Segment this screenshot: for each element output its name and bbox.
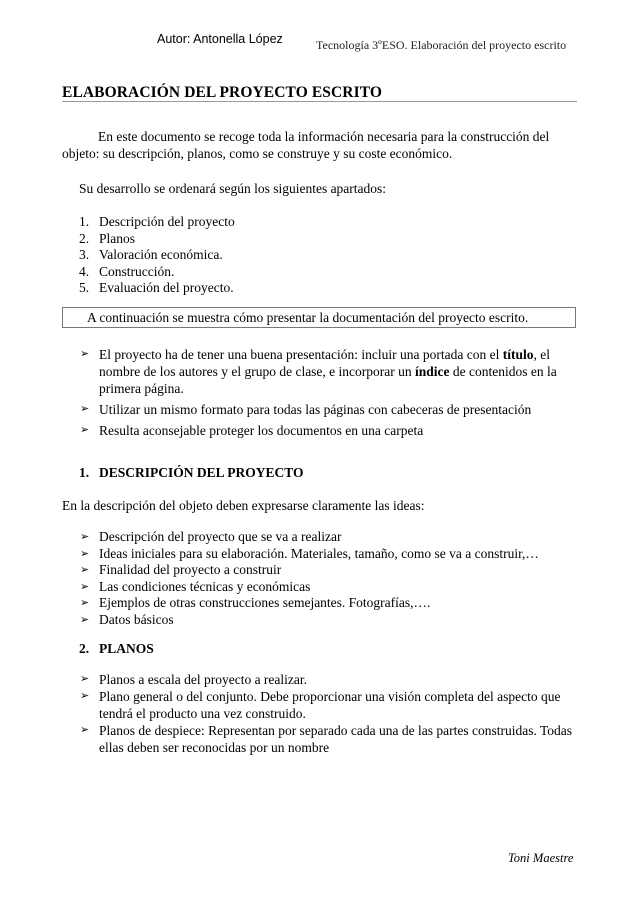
list-item (80, 546, 578, 563)
list-item (79, 247, 235, 264)
list-number: 1. (79, 214, 90, 229)
list-item (80, 422, 578, 439)
list-number: 3. (79, 247, 90, 262)
section-heading-descripcion (79, 465, 304, 481)
title-underline (62, 101, 577, 102)
list-item-text: Construcción. (99, 263, 175, 279)
arrow-bullet-icon: ➢ (80, 613, 90, 626)
list-item-text: Valoración económica. (99, 247, 223, 262)
bullet-text-post: de contenidos en la primera página. (99, 364, 557, 396)
bullet-text: Descripción del proyecto que se va a realizar (99, 529, 342, 544)
arrow-bullet-icon: ➢ (80, 547, 90, 560)
list-item (80, 595, 578, 612)
header-author: Autor: Antonella López (157, 32, 283, 46)
bullet-text: Planos a escala del proyecto a realizar. (99, 672, 308, 687)
list-item-text: Descripción del proyecto (99, 214, 235, 229)
bullet-bold-titulo: título (502, 347, 534, 362)
arrow-bullet-icon: ➢ (80, 348, 90, 360)
arrow-bullet-icon: ➢ (80, 403, 90, 415)
section1-intro: En la descripción del objeto deben expresarse claramente las ideas: (62, 498, 425, 513)
arrow-bullet-icon: ➢ (80, 597, 90, 609)
presentation-bullets (80, 346, 578, 443)
order-paragraph: Su desarrollo se ordenará según los siguientes apartados: (79, 181, 387, 196)
arrow-bullet-icon: ➢ (80, 724, 90, 736)
list-item-text: Planos (99, 230, 136, 246)
list-item (80, 401, 578, 418)
intro-paragraph: En este documento se recoge toda la información necesaria para la construcción del objeto: su descripción, planos, como se construye y su coste económico. (62, 129, 550, 161)
section-title: DESCRIPCIÓN DEL PROYECTO (99, 465, 304, 480)
list-number: 5. (79, 280, 90, 295)
section-heading-planos (79, 641, 154, 657)
document-title: ELABORACIÓN DEL PROYECTO ESCRITO (62, 84, 383, 101)
bullet-text: Datos básicos (99, 611, 174, 627)
planos-bullets (80, 671, 578, 756)
arrow-bullet-icon: ➢ (80, 564, 90, 576)
list-item (80, 529, 578, 546)
sections-list (79, 214, 235, 297)
bullet-text: Ejemplos de otras construcciones semejantes. Fotografías,…. (99, 595, 431, 610)
list-item (80, 562, 578, 579)
arrow-bullet-icon: ➢ (80, 424, 90, 436)
footer-author: Toni Maestre (508, 851, 574, 865)
arrow-bullet-icon: ➢ (80, 580, 90, 593)
bullet-text-pre: El proyecto ha de tener una buena presentación: incluir una portada con el (99, 347, 503, 362)
list-item (80, 346, 578, 397)
header-subject: Tecnología 3ºESO. Elaboración del proyecto escrito (316, 38, 567, 52)
list-item-text: Evaluación del proyecto. (99, 280, 234, 295)
description-bullets (80, 529, 578, 628)
section-title: PLANOS (99, 641, 154, 656)
bullet-bold-indice: índice (415, 364, 450, 379)
bullet-text: Finalidad del proyecto a construir (99, 562, 282, 577)
boxed-note: A continuación se muestra cómo presentar la documentación del proyecto escrito. (62, 307, 576, 328)
list-item (79, 231, 235, 248)
arrow-bullet-icon: ➢ (80, 673, 90, 685)
arrow-bullet-icon: ➢ (80, 690, 90, 702)
section-number: 2. (79, 641, 90, 656)
bullet-text-mid: , el nombre de los autores y el grupo de clase, e incorporar un (99, 347, 550, 379)
list-item (80, 612, 578, 629)
list-number: 2. (79, 230, 90, 246)
bullet-text: Ideas iniciales para su elaboración. Materiales, tamaño, como se va a construir,… (99, 545, 539, 561)
list-number: 4. (79, 263, 90, 279)
list-item (80, 671, 578, 688)
arrow-bullet-icon: ➢ (80, 531, 90, 543)
bullet-text: Plano general o del conjunto. Debe proporcionar una visión completa del aspecto que tendrá el producto una vez construido. (99, 689, 561, 721)
list-item (80, 722, 578, 756)
list-item (79, 280, 235, 297)
section-number: 1. (79, 465, 90, 480)
bullet-text: Utilizar un mismo formato para todas las páginas con cabeceras de presentación (99, 402, 532, 417)
bullet-text: Las condiciones técnicas y económicas (99, 578, 311, 594)
bullet-text: Planos de despiece: Representan por separado cada una de las partes construidas. Todas ellas deben ser reconocidas por un nombre (99, 723, 573, 755)
bullet-text: Resulta aconsejable proteger los documentos en una carpeta (99, 423, 424, 438)
list-item (79, 214, 235, 231)
list-item (79, 264, 235, 281)
list-item (80, 688, 578, 722)
list-item (80, 579, 578, 596)
